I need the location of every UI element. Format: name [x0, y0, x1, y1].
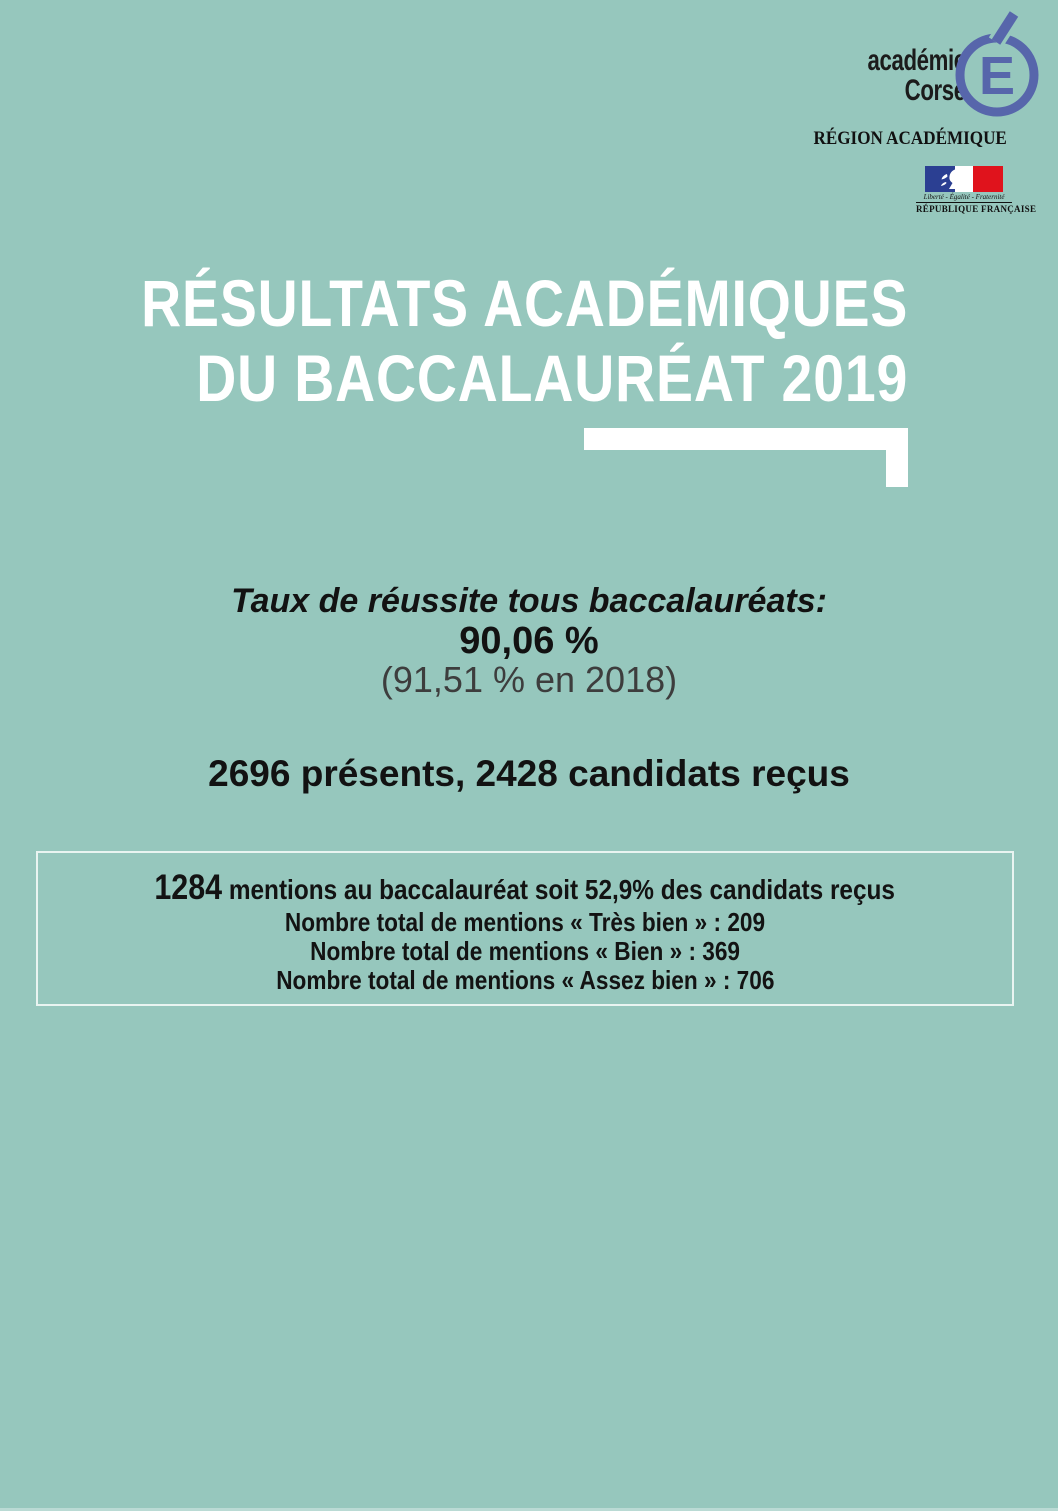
- page-title: [141, 266, 908, 416]
- mentions-total-line: [155, 870, 896, 908]
- academie-line2: Corse: [904, 74, 966, 107]
- academie-emblem-icon: [950, 6, 1044, 126]
- mentions-box: [36, 851, 1014, 1006]
- title-underline-bar: [584, 428, 908, 450]
- mentions-tres-bien-line: Nombre total de mentions « Très bien » : 209: [284, 907, 766, 937]
- title-underline-corner: [886, 428, 908, 487]
- success-rate-value: 90,06 %: [459, 620, 599, 662]
- page-title-line2: DU BACCALAURÉAT 2019: [196, 341, 908, 415]
- academie-line1: académie: [867, 44, 966, 77]
- republique-francaise-logo: [908, 166, 1037, 214]
- success-rate-previous-year: (91,51 % en 2018): [380, 659, 678, 700]
- candidates-summary: 2696 présents, 2428 candidats reçus: [208, 753, 850, 794]
- success-rate-section: [0, 581, 1058, 699]
- rf-motto: Liberté - Égalité - Fraternité: [923, 193, 1005, 201]
- mentions-assez-bien-line: Nombre total de mentions « Assez bien » : 706: [275, 965, 775, 995]
- mentions-total-text: mentions au baccalauréat soit 52,9% des candidats reçus: [222, 874, 896, 905]
- page-title-line1: RÉSULTATS ACADÉMIQUES: [140, 266, 908, 340]
- rf-republique-label: RÉPUBLIQUE FRANÇAISE: [916, 204, 1037, 214]
- success-rate-label: Taux de réussite tous baccalauréats:: [231, 582, 827, 620]
- mentions-bien-line: Nombre total de mentions « Bien » : 369: [310, 936, 740, 966]
- marianne-flag-icon: [925, 166, 1003, 192]
- mentions-total-count: 1284: [154, 868, 223, 907]
- emblem-letter: E: [978, 46, 1016, 106]
- region-academique-label: RÉGION ACADÉMIQUE: [813, 128, 1007, 149]
